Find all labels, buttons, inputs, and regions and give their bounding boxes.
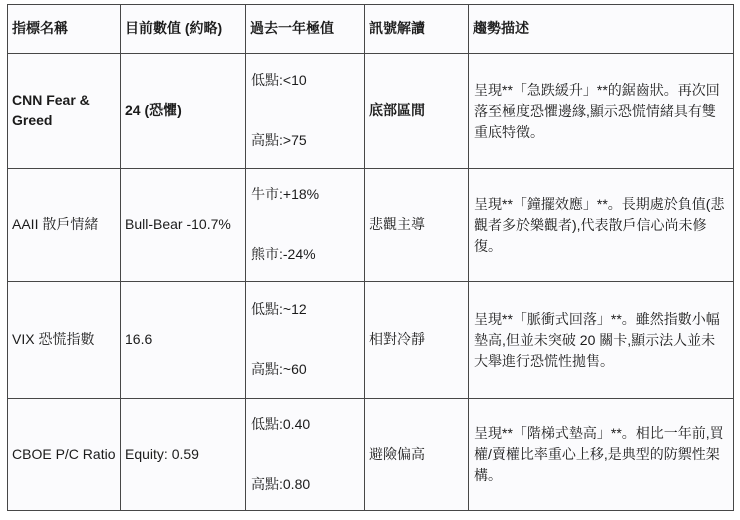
header-yearly-extremes: 過去一年極值 [246,5,365,54]
indicator-name-cell: CBOE P/C Ratio [8,399,121,511]
extreme-low: 低點:~12 [251,301,307,318]
extreme-high: 高點:~60 [251,361,307,377]
table-row-vix-index [8,282,734,399]
signal-cell: 避險偏高 [365,399,469,511]
yearly-extremes-cell [246,399,365,511]
extreme-high: 高點:0.80 [251,475,311,492]
current-value-cell: 24 (恐懼) [121,54,246,169]
signal-cell: 底部區間 [365,54,469,169]
table-row-cnn-fear-greed [8,54,734,169]
yearly-extremes-cell [246,282,365,399]
extreme-high: 熊市:-24% [251,246,316,262]
header-current-value: 目前數值 (約略) [121,5,246,54]
table-row-cboe-pc-ratio [8,399,734,511]
indicator-name-cell: AAII 散戶情緒 [8,169,121,282]
trend-description-cell: 呈現**「階梯式墊高」**。相比一年前,買權/賣權比率重心上移,是典型的防禦性架構。 [469,399,734,511]
sentiment-indicators-table [7,4,734,511]
indicator-name-cell: CNN Fear & Greed [8,54,121,169]
current-value-cell: 16.6 [121,282,246,399]
extreme-high: 高點:>75 [251,132,307,148]
signal-cell: 相對冷靜 [365,282,469,399]
trend-description-cell: 呈現**「脈衝式回落」**。雖然指數小幅墊高,但並未突破 20 關卡,顯示法人並未大舉進行恐慌性拋售。 [469,282,734,399]
header-trend: 趨勢描述 [469,5,734,54]
current-value-cell: Equity: 0.59 [121,399,246,511]
table-row-aaii-sentiment [8,169,734,282]
extreme-low: 牛市:+18% [251,186,320,203]
extreme-low: 低點:<10 [251,72,307,89]
signal-cell: 悲觀主導 [365,169,469,282]
header-signal: 訊號解讀 [365,5,469,54]
indicator-name-cell: VIX 恐慌指數 [8,282,121,399]
header-indicator-name: 指標名稱 [8,5,121,54]
trend-description-cell: 呈現**「鐘擺效應」**。長期處於負值(悲觀者多於樂觀者),代表散戶信心尚未修復。 [469,169,734,282]
current-value-cell: Bull-Bear -10.7% [121,169,246,282]
yearly-extremes-cell [246,169,365,282]
trend-description-cell: 呈現**「急跌緩升」**的鋸齒狀。再次回落至極度恐懼邊緣,顯示恐慌情緒具有雙重底特徵。 [469,54,734,169]
extreme-low: 低點:0.40 [251,415,311,432]
yearly-extremes-cell [246,54,365,169]
table-header-row [8,5,734,54]
